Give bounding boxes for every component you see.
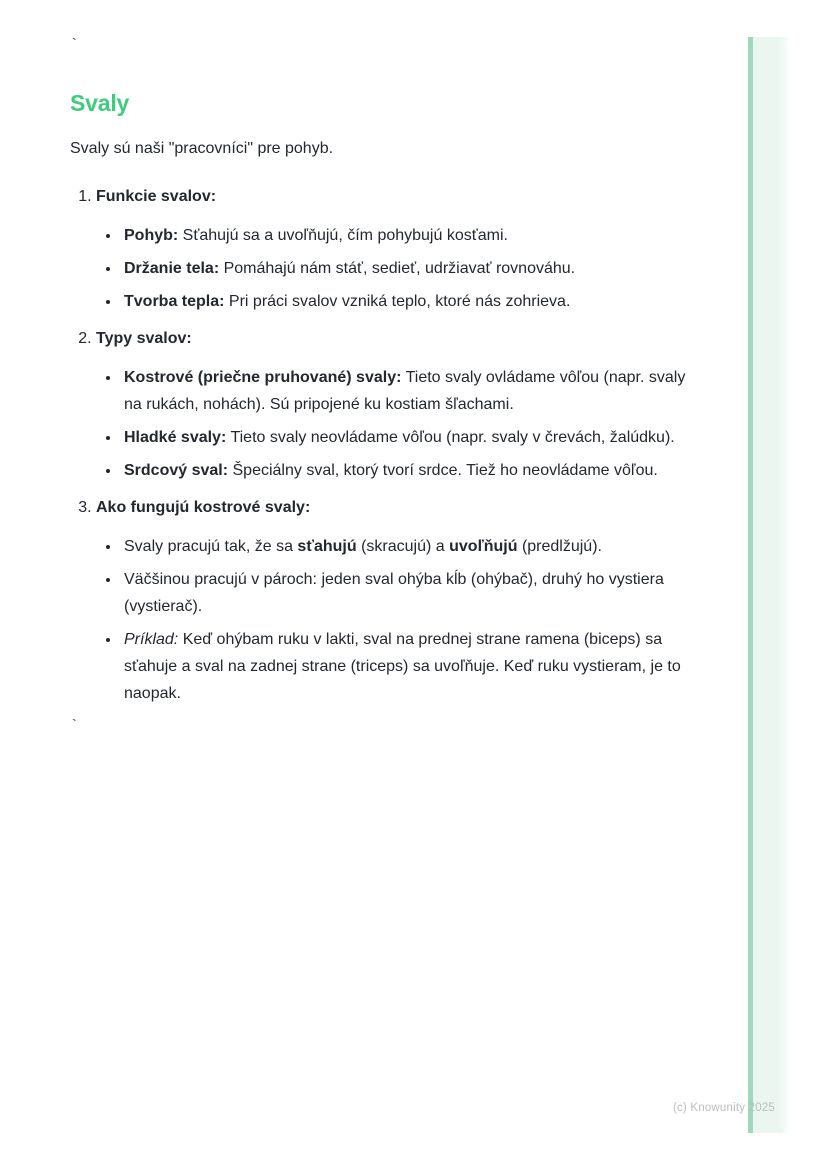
bullet-list-ako-funguju — [96, 533, 697, 707]
text-run: Tvorba tepla: — [124, 293, 225, 310]
text-run: Kostrové (priečne pruhované) svaly: — [124, 369, 402, 386]
bullet-item — [121, 457, 697, 484]
list-item-funkcie-svalov — [96, 183, 697, 315]
page-title: Svaly — [70, 90, 130, 116]
bullet-item — [121, 222, 697, 249]
text-run: (predlžujú). — [517, 538, 602, 555]
right-accent-stripe — [748, 37, 790, 1133]
page-content — [70, 36, 697, 731]
text-run: Držanie tela: — [124, 260, 220, 277]
text-run: Príklad: — [124, 631, 179, 648]
text-run: Sťahujú sa a uvoľňujú, čím pohybujú kosťami. — [178, 227, 508, 244]
intro-paragraph: Svaly sú naši "pracovníci" pre pohyb. — [70, 140, 334, 157]
bullet-item — [121, 566, 697, 620]
text-run: Tieto svaly ovládame vôľou (napr. svaly na rukách, nohách). Sú pripojené ku kostiam šľachami. — [124, 369, 686, 413]
text-run: Svaly pracujú tak, že sa — [124, 538, 298, 555]
section-label: Funkcie svalov: — [96, 188, 217, 205]
text-run: Pri práci svalov vzniká teplo, ktoré nás zohrieva. — [224, 293, 571, 310]
text-run: (skracujú) a — [356, 538, 450, 555]
bullet-item — [121, 288, 697, 315]
bullet-list-typy — [96, 364, 697, 484]
text-run: Keď ohýbam ruku v lakti, sval na prednej strane ramena (biceps) sa sťahuje a sval na zadnej strane (triceps) sa uvoľňuje. Keď ruku vystieram, je to naopak. — [124, 631, 681, 702]
text-run: Pohyb: — [124, 227, 179, 244]
text-run: Pomáhajú nám stáť, sedieť, udržiavať rovnováhu. — [219, 260, 576, 277]
section-label: Ako fungujú kostrové svaly: — [96, 499, 311, 516]
text-run: sťahujú — [297, 538, 357, 555]
list-item-ako-funguju — [96, 494, 697, 707]
bullet-item — [121, 626, 697, 707]
bullet-item — [121, 255, 697, 282]
section-label: Typy svalov: — [96, 330, 192, 347]
text-run: Hladké svaly: — [124, 429, 227, 446]
bullet-list-funkcie — [96, 222, 697, 315]
bullet-item — [121, 424, 697, 451]
text-run: Tieto svaly neovládame vôľou (napr. svaly v črevách, žalúdku). — [226, 429, 675, 446]
main-numbered-list — [70, 183, 697, 707]
list-item-typy-svalov — [96, 325, 697, 484]
text-run: Špeciálny sval, ktorý tvorí srdce. Tiež ho neovládame vôľou. — [228, 462, 658, 479]
stray-backtick-top: ` — [72, 35, 77, 51]
copyright-footer: (c) Knowunity 2025 — [672, 1102, 775, 1114]
text-run: uvoľňujú — [449, 538, 518, 555]
text-run: Srdcový sval: — [124, 462, 229, 479]
stray-backtick-bottom: ` — [72, 716, 77, 732]
bullet-item — [121, 533, 697, 560]
text-run: Väčšinou pracujú v pároch: jeden sval ohýba kĺb (ohýbač), druhý ho vystiera (vystierač). — [124, 571, 664, 615]
bullet-item — [121, 364, 697, 418]
